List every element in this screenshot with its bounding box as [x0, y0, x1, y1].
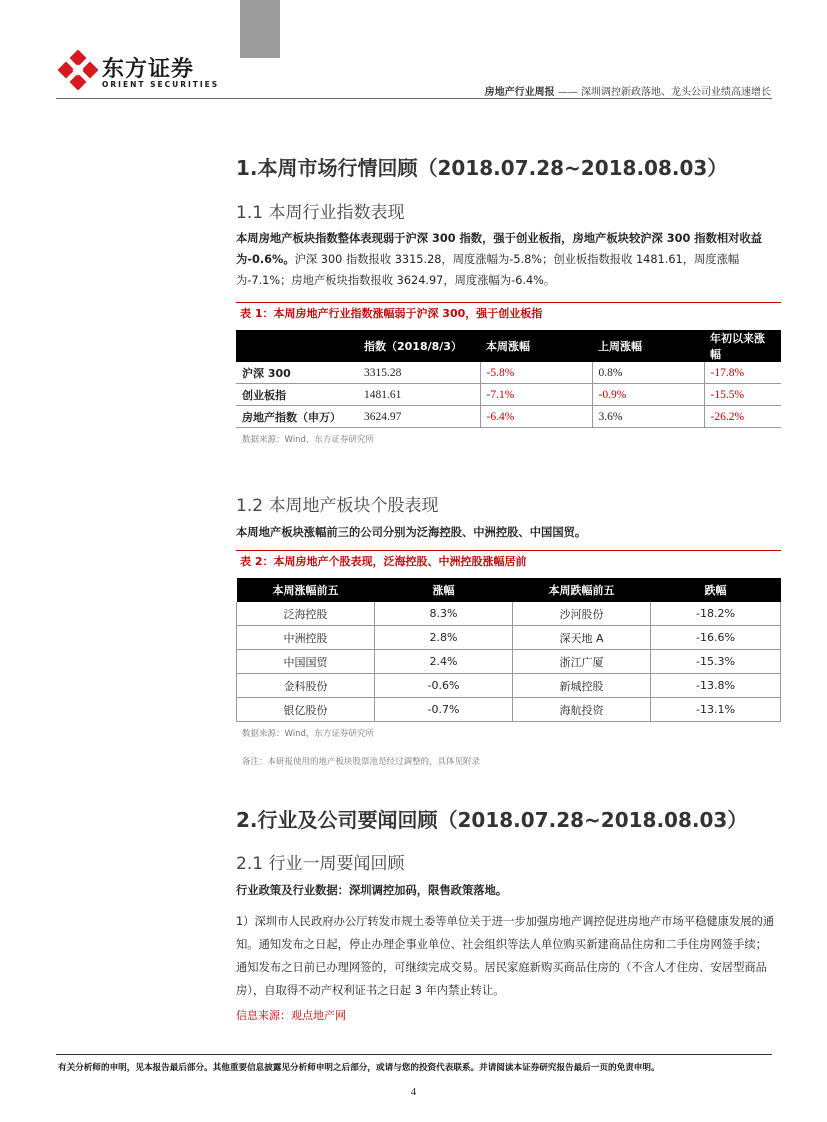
section2-1-lead	[236, 880, 776, 901]
footer-disclaimer: 有关分析师的申明，见本报告最后部分。其他重要信息披露见分析师申明之后部分，或请与您的投资代表联系。并请阅读本证券研究报告最后一页的免责申明。	[58, 1063, 660, 1073]
header-gray-bar	[240, 0, 280, 58]
table-cell: 8.3%	[375, 602, 513, 626]
table-cell: 3315.28	[358, 362, 480, 384]
table-cell: 海航投资	[513, 698, 651, 722]
table-cell: 2.4%	[375, 650, 513, 674]
header-separator: ——	[554, 87, 581, 98]
table-cell: -7.1%	[480, 384, 592, 406]
section1-title: 1.本周市场行情回顾	[236, 156, 418, 180]
header-divider	[56, 98, 772, 99]
page-number: 4	[410, 1086, 417, 1098]
table-cell: 3624.97	[358, 406, 480, 428]
section2-1-body: 1）深圳市人民政府办公厅转发市规土委等单位关于进一步加强房地产调控促进房地产市场平稳健康发展的通知。通知发布之日起，停止办理企事业单位、社会组织等法人单位购买新建商品住房和二手住房网签手续；通知发布之日前已办理网签的，可继续完成交易。居民家庭新购买商品住房的（不含人才住房、安居型商品房），自取得不动产权利证书之日起 3 年内禁止转让。	[236, 915, 775, 997]
table-cell: -18.2%	[651, 602, 781, 626]
index-performance-table	[236, 330, 781, 428]
table-cell: 2.8%	[375, 626, 513, 650]
table-cell: 中国国贸	[237, 650, 375, 674]
table-cell: -0.7%	[375, 698, 513, 722]
table-header-row	[236, 330, 781, 362]
section2-heading	[236, 804, 747, 833]
table-cell: -15.5%	[704, 384, 781, 406]
table2-source: 数据来源：Wind，东方证券研究所	[242, 729, 374, 739]
table-row	[237, 602, 781, 626]
logo-english-name: ORIENT SECURITIES	[102, 80, 220, 89]
table-cell: -0.9%	[592, 384, 704, 406]
section1-period: （2018.07.28~2018.08.03）	[417, 156, 728, 180]
section2-1-lead-bold: 行业政策及行业数据：深圳调控加码，限售政策落地。	[236, 884, 508, 897]
section1-2-paragraph	[236, 522, 776, 543]
section2-period: （2018.07.28~2018.08.03）	[437, 808, 748, 832]
table-cell-name: 房地产指数（申万）	[236, 406, 358, 428]
table-cell: -17.8%	[704, 362, 781, 384]
table1-caption: 表 1：本周房地产行业指数涨幅弱于沪深 300，强于创业板指	[236, 302, 781, 324]
orient-logo-icon	[58, 50, 98, 90]
footer-divider	[56, 1054, 772, 1055]
table-header-cell: 跌幅	[651, 578, 781, 602]
section2-1-heading: 2.1 行业一周要闻回顾	[236, 854, 405, 874]
table-cell: 金科股份	[237, 674, 375, 698]
table-cell: -26.2%	[704, 406, 781, 428]
section1-heading	[236, 152, 727, 181]
table-cell: -13.1%	[651, 698, 781, 722]
logo-chinese-name: 东方证券	[102, 57, 195, 82]
table-cell: -6.4%	[480, 406, 592, 428]
table-cell: -13.8%	[651, 674, 781, 698]
table-cell: 1481.61	[358, 384, 480, 406]
company-logo	[58, 48, 228, 94]
info-source: 信息来源：观点地产网	[236, 1009, 346, 1022]
table-header-cell: 上周涨幅	[592, 330, 704, 362]
table-header-cell: 本周涨幅前五	[237, 578, 375, 602]
section1-1-summary-text: 沪深 300 指数报收 3315.28，周度涨幅为-5.8%；创业板指数报收 1481.61，周度涨幅为-7.1%；房地产板块指数报收 3624.97，周度涨幅为-6.4%。	[236, 253, 740, 287]
section1-2-summary-bold: 本周地产板块涨幅前三的公司分别为泛海控股、中洲控股、中国国贸。	[236, 526, 587, 539]
stock-performance-table	[236, 578, 781, 722]
table-cell: 沙河股份	[513, 602, 651, 626]
table-header-cell: 涨幅	[375, 578, 513, 602]
table-header-cell: 本周跌幅前五	[513, 578, 651, 602]
report-name: 房地产行业周报	[484, 87, 555, 98]
table-row	[237, 674, 781, 698]
table-cell-name: 创业板指	[236, 384, 358, 406]
table-row	[237, 698, 781, 722]
table-row	[237, 650, 781, 674]
table-header-cell	[236, 330, 358, 362]
table-cell: 浙江广厦	[513, 650, 651, 674]
table-cell: 泛海控股	[237, 602, 375, 626]
table-cell: -15.3%	[651, 650, 781, 674]
table-cell: 深天地 A	[513, 626, 651, 650]
table-cell: -16.6%	[651, 626, 781, 650]
table2-caption: 表 2：本周房地产个股表现，泛海控股、中洲控股涨幅居前	[236, 550, 781, 572]
section1-2-heading: 1.2 本周地产板块个股表现	[236, 496, 439, 516]
table-cell: 银亿股份	[237, 698, 375, 722]
table-row	[236, 406, 781, 428]
table-cell: 新城控股	[513, 674, 651, 698]
report-header	[485, 83, 771, 98]
table-row	[236, 384, 781, 406]
table-cell: 中洲控股	[237, 626, 375, 650]
table-header-cell: 年初以来涨幅	[704, 330, 781, 362]
table-cell-name: 沪深 300	[236, 362, 358, 384]
table-row	[236, 362, 781, 384]
section2-title: 2.行业及公司要闻回顾	[236, 808, 438, 832]
table1-source: 数据来源：Wind，东方证券研究所	[242, 435, 374, 445]
table-header-cell: 指数（2018/8/3）	[358, 330, 480, 362]
table-row	[237, 626, 781, 650]
table-cell: 0.8%	[592, 362, 704, 384]
section1-1-paragraph	[236, 228, 776, 291]
table-cell: -0.6%	[375, 674, 513, 698]
table-header-cell: 本周涨幅	[480, 330, 592, 362]
table-cell: -5.8%	[480, 362, 592, 384]
table2-note: 备注：本研报使用的地产板块股票池是经过调整的，具体见附录	[242, 757, 481, 767]
report-subtitle: 深圳调控新政落地、龙头公司业绩高速增长	[581, 87, 771, 98]
table-header-row	[237, 578, 781, 602]
section1-1-heading: 1.1 本周行业指数表现	[236, 203, 405, 223]
section1-1-summary-bold: 本周房地产板块指数整体表现弱于沪深 300 指数，强于创业板指，房地产板块较沪深 300 指数相对收益为-0.6%。	[236, 232, 763, 266]
table-cell: 3.6%	[592, 406, 704, 428]
